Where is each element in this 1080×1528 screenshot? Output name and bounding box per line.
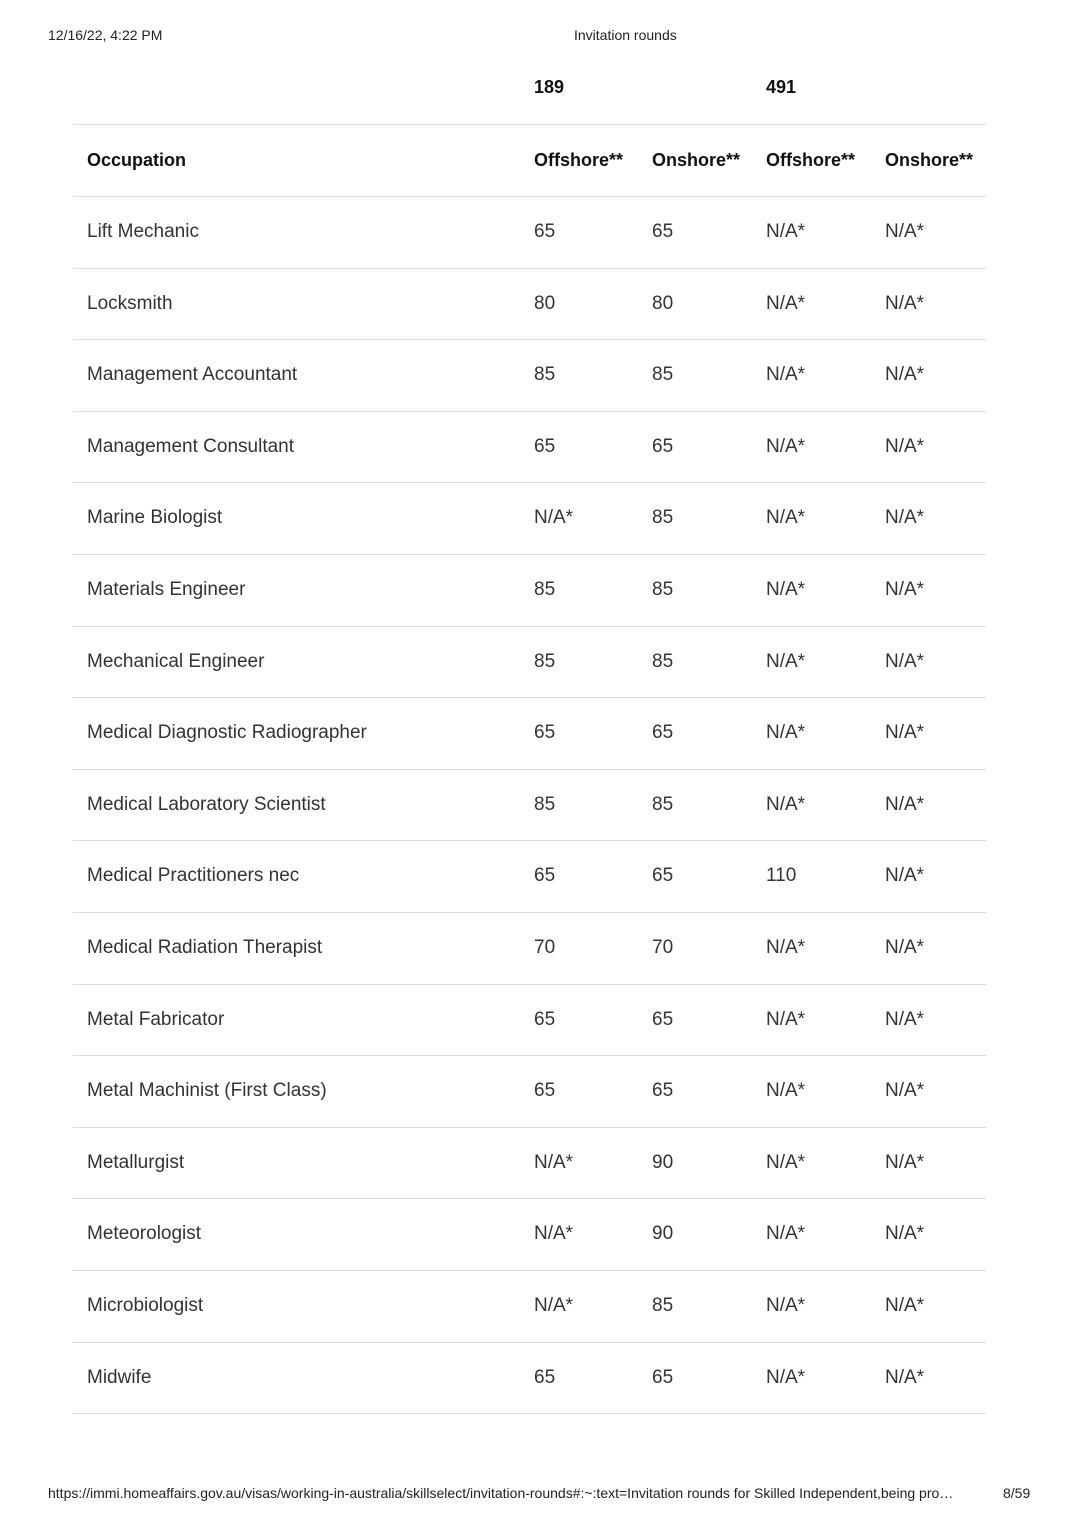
onshore-189-cell: 85 <box>652 364 674 386</box>
onshore-189-cell: 70 <box>652 936 674 958</box>
onshore-491-cell: N/A* <box>885 1366 925 1388</box>
occupation-cell: Lift Mechanic <box>87 221 199 242</box>
offshore-491-cell: N/A* <box>766 1223 806 1245</box>
occupation-cell: Marine Biologist <box>87 507 223 529</box>
page-number: 8/59 <box>1003 1485 1031 1501</box>
visa-group-491: 491 <box>766 77 797 97</box>
onshore-189-cell: 85 <box>652 578 674 600</box>
occupation-cell: Medical Laboratory Scientist <box>87 793 326 815</box>
onshore-189-cell: 90 <box>652 1151 674 1173</box>
column-header-491-onshore: Onshore** <box>885 150 974 170</box>
offshore-189-cell: 70 <box>534 936 556 958</box>
onshore-189-cell: 80 <box>652 292 674 314</box>
offshore-189-cell: 65 <box>534 1366 556 1388</box>
onshore-491-cell: N/A* <box>885 1008 925 1030</box>
offshore-189-cell: 85 <box>534 578 556 600</box>
table-row <box>73 1056 986 1128</box>
offshore-491-cell: N/A* <box>766 1366 806 1388</box>
occupation-cell: Medical Diagnostic Radiographer <box>87 722 367 744</box>
onshore-189-cell: 65 <box>652 435 674 457</box>
onshore-491-cell: N/A* <box>885 578 925 600</box>
page-title: Invitation rounds <box>574 27 677 43</box>
occupation-cell: Management Accountant <box>87 364 298 386</box>
onshore-189-cell: 65 <box>652 1080 674 1102</box>
occupation-cell: Mechanical Engineer <box>87 650 265 672</box>
table-row <box>73 412 986 484</box>
onshore-189-cell: 85 <box>652 793 674 815</box>
offshore-189-cell: 85 <box>534 650 556 672</box>
offshore-491-cell: N/A* <box>766 1080 806 1102</box>
offshore-491-cell: N/A* <box>766 435 806 457</box>
offshore-189-cell: 85 <box>534 364 556 386</box>
occupation-cell: Meteorologist <box>87 1223 202 1245</box>
offshore-189-cell: N/A* <box>534 1223 574 1245</box>
table-row <box>73 483 986 555</box>
offshore-491-cell: 110 <box>766 865 797 887</box>
onshore-189-cell: 65 <box>652 722 674 744</box>
offshore-491-cell: N/A* <box>766 793 806 815</box>
table-body <box>73 197 986 1414</box>
table-row <box>73 555 986 627</box>
offshore-491-cell: N/A* <box>766 936 806 958</box>
offshore-189-cell: 65 <box>534 221 556 242</box>
occupation-cell: Locksmith <box>87 292 173 314</box>
onshore-491-cell: N/A* <box>885 221 925 242</box>
occupation-cell: Medical Radiation Therapist <box>87 936 323 958</box>
visa-group-189: 189 <box>534 77 565 97</box>
offshore-491-cell: N/A* <box>766 1151 806 1173</box>
table-row <box>73 197 986 269</box>
offshore-189-cell: N/A* <box>534 1151 574 1173</box>
onshore-189-cell: 65 <box>652 865 674 887</box>
invitation-table <box>73 60 986 1414</box>
onshore-189-cell: 85 <box>652 650 674 672</box>
offshore-491-cell: N/A* <box>766 1294 806 1316</box>
offshore-491-cell: N/A* <box>766 722 806 744</box>
offshore-189-cell: N/A* <box>534 507 574 529</box>
offshore-491-cell: N/A* <box>766 364 806 386</box>
table-row <box>73 627 986 699</box>
onshore-189-cell: 65 <box>652 221 674 242</box>
column-header-row <box>73 125 986 197</box>
offshore-189-cell: 65 <box>534 1080 556 1102</box>
print-datetime: 12/16/22, 4:22 PM <box>48 27 163 43</box>
offshore-491-cell: N/A* <box>766 507 806 529</box>
occupation-cell: Medical Practitioners nec <box>87 865 300 887</box>
offshore-491-cell: N/A* <box>766 578 806 600</box>
onshore-491-cell: N/A* <box>885 793 925 815</box>
offshore-189-cell: 80 <box>534 292 556 314</box>
offshore-189-cell: 65 <box>534 722 556 744</box>
table-row <box>73 698 986 770</box>
offshore-189-cell: 65 <box>534 435 556 457</box>
visa-group-header-row <box>73 60 986 125</box>
column-header-189-offshore: Offshore** <box>534 150 624 170</box>
onshore-491-cell: N/A* <box>885 865 925 887</box>
onshore-491-cell: N/A* <box>885 507 925 529</box>
table-row <box>73 770 986 842</box>
onshore-491-cell: N/A* <box>885 1294 925 1316</box>
occupation-cell: Materials Engineer <box>87 578 246 600</box>
table-row <box>73 1343 986 1415</box>
onshore-491-cell: N/A* <box>885 1080 925 1102</box>
offshore-189-cell: 65 <box>534 865 556 887</box>
table-row <box>73 269 986 341</box>
onshore-189-cell: 90 <box>652 1223 674 1245</box>
onshore-189-cell: 85 <box>652 1294 674 1316</box>
table-row <box>73 340 986 412</box>
onshore-491-cell: N/A* <box>885 722 925 744</box>
table-row <box>73 1199 986 1271</box>
onshore-491-cell: N/A* <box>885 364 925 386</box>
onshore-491-cell: N/A* <box>885 936 925 958</box>
onshore-491-cell: N/A* <box>885 1223 925 1245</box>
footer-url: https://immi.homeaffairs.gov.au/visas/working-in-australia/skillselect/invitation-rounds#:~:text=Invitation rounds for Skilled Independent,being pro… <box>48 1485 954 1501</box>
column-header-occupation: Occupation <box>87 150 187 170</box>
occupation-cell: Metallurgist <box>87 1151 185 1173</box>
occupation-cell: Microbiologist <box>87 1294 204 1316</box>
offshore-491-cell: N/A* <box>766 292 806 314</box>
offshore-491-cell: N/A* <box>766 221 806 242</box>
onshore-189-cell: 85 <box>652 507 674 529</box>
table-row <box>73 1128 986 1200</box>
offshore-189-cell: N/A* <box>534 1294 574 1316</box>
table-row <box>73 841 986 913</box>
table-row <box>73 1271 986 1343</box>
onshore-189-cell: 65 <box>652 1008 674 1030</box>
table-row <box>73 913 986 985</box>
onshore-491-cell: N/A* <box>885 292 925 314</box>
column-header-491-offshore: Offshore** <box>766 150 856 170</box>
offshore-189-cell: 85 <box>534 793 556 815</box>
table-row <box>73 985 986 1057</box>
offshore-491-cell: N/A* <box>766 650 806 672</box>
onshore-491-cell: N/A* <box>885 1151 925 1173</box>
onshore-491-cell: N/A* <box>885 650 925 672</box>
occupation-cell: Midwife <box>87 1366 152 1388</box>
occupation-cell: Metal Fabricator <box>87 1008 225 1030</box>
onshore-189-cell: 65 <box>652 1366 674 1388</box>
column-header-189-onshore: Onshore** <box>652 150 741 170</box>
offshore-491-cell: N/A* <box>766 1008 806 1030</box>
occupation-cell: Metal Machinist (First Class) <box>87 1080 327 1102</box>
occupation-cell: Management Consultant <box>87 435 295 457</box>
onshore-491-cell: N/A* <box>885 435 925 457</box>
offshore-189-cell: 65 <box>534 1008 556 1030</box>
